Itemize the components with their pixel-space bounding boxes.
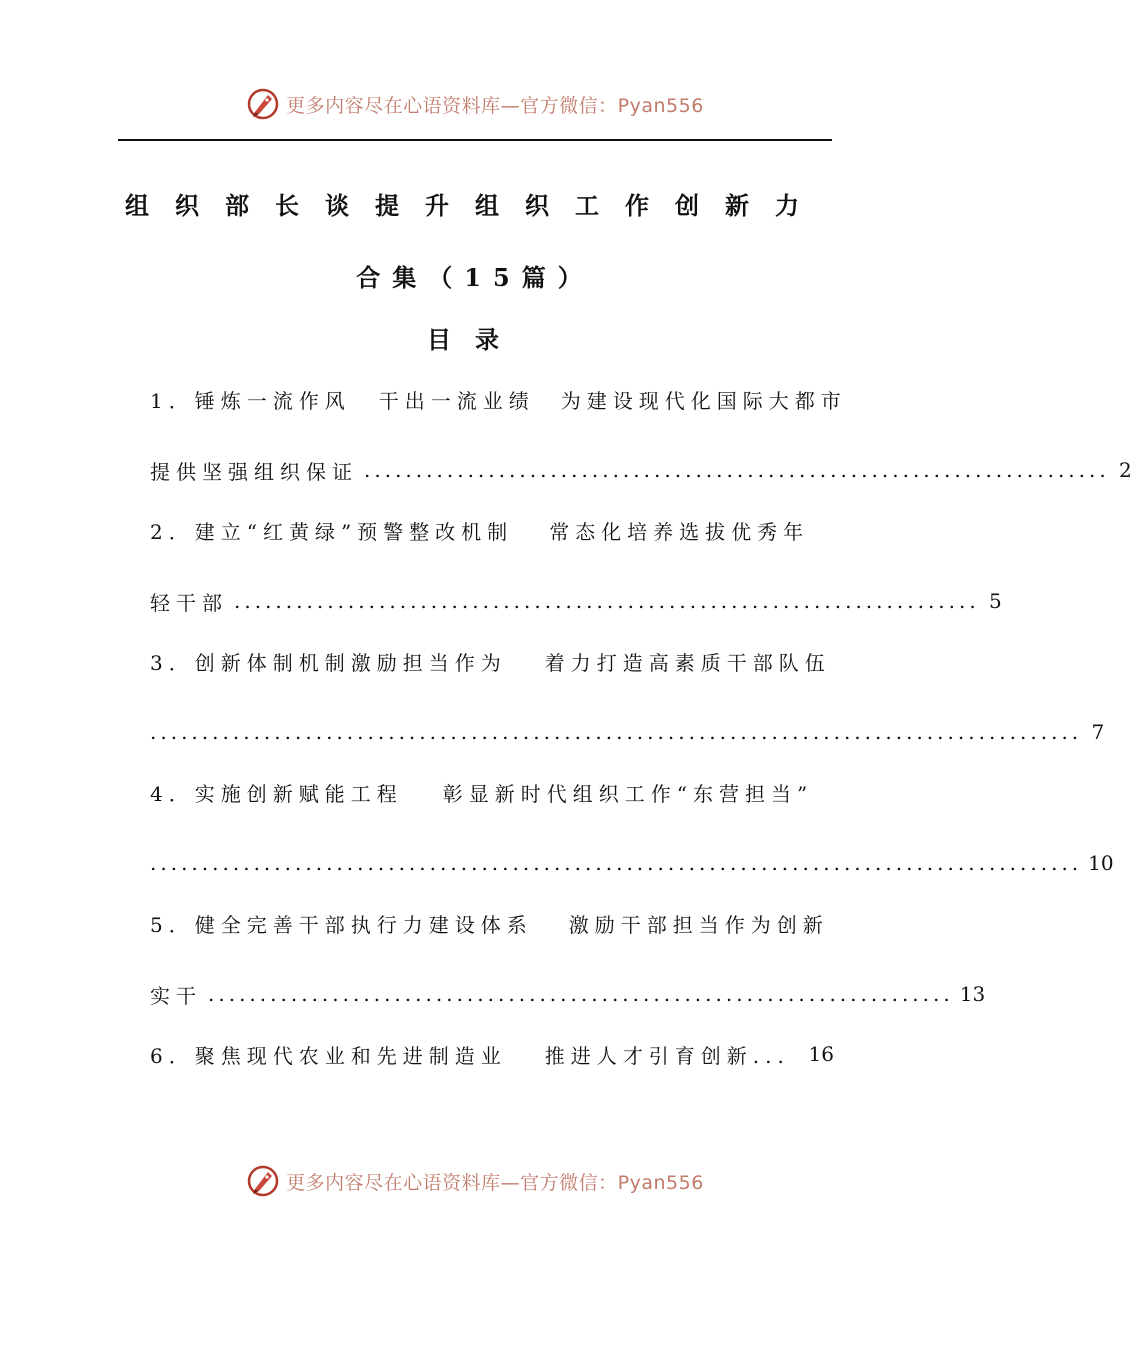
toc-entry-title-cont: 提供坚强组织保证	[150, 459, 358, 484]
pen-nib-logo-icon	[246, 1164, 280, 1198]
toc-entry-6-line1[interactable]	[150, 1039, 834, 1069]
toc-entry-title: 6．聚焦现代农业和先进制造业	[150, 1043, 507, 1068]
toc-entry-5-line2[interactable]	[150, 979, 986, 1009]
toc-page-number: 16	[808, 1042, 834, 1066]
toc-entry-title-cont: 激励干部担当作为创新	[568, 912, 829, 937]
toc-entry-1-line1[interactable]	[150, 384, 847, 414]
toc-heading: 目录	[427, 325, 523, 354]
toc-entry-title-cont: 彰显新时代组织工作“东营担当”	[442, 781, 814, 806]
document-title: 组织部长谈提升组织工作创新力	[125, 191, 825, 220]
toc-entry-title-cont: 推进人才引育创新...	[544, 1043, 790, 1068]
document-subtitle: 合集（15篇）	[356, 263, 594, 292]
toc-entry-title: 3．创新体制机制激励担当作为	[150, 650, 507, 675]
toc-entry-title: 5．健全完善干部执行力建设体系	[150, 912, 533, 937]
toc-entry-5-line1[interactable]	[150, 908, 834, 938]
toc-entry-title-cont: 轻干部	[150, 590, 228, 615]
header-divider	[118, 139, 832, 141]
dot-leader: ..........................................................................................	[150, 720, 1083, 744]
toc-entry-title-cont: 常态化培养选拔优秀年	[549, 519, 810, 544]
toc-page-number: 2	[1119, 458, 1132, 482]
footer-banner	[0, 1161, 950, 1201]
toc-entry-3-line1[interactable]	[150, 646, 834, 676]
dot-leader: ........................................................................	[208, 982, 954, 1006]
toc-page-number: 7	[1091, 720, 1105, 744]
toc-page-number: 13	[959, 982, 986, 1006]
dot-leader: ........................................................................	[234, 589, 980, 613]
toc-page-number: 5	[989, 589, 1002, 613]
toc-entry-title: 4．实施创新赋能工程	[150, 781, 403, 806]
toc-entry-2-line2[interactable]	[150, 586, 1002, 616]
toc-entry-4-line1[interactable]	[150, 777, 834, 807]
toc-entry-title-cont: 干出一流业绩 为建设现代化国际大都市	[378, 388, 847, 413]
banner-text: 更多内容尽在心语资料库—官方微信：Pyan556	[286, 1171, 704, 1194]
toc-entry-3-line2[interactable]	[150, 717, 1105, 747]
toc-entry-1-line2[interactable]	[150, 455, 1132, 485]
dot-leader: ..........................................................................................	[150, 851, 1083, 875]
toc-entry-title: 1．锤炼一流作风	[150, 388, 351, 413]
dot-leader: ........................................................................	[364, 458, 1110, 482]
pen-nib-logo-icon	[246, 87, 280, 121]
header-banner	[0, 84, 950, 124]
toc-entry-2-line1[interactable]	[150, 515, 834, 545]
toc-entry-title: 2．建立“红黄绿”预警整改机制	[150, 519, 514, 544]
toc-entry-title-cont: 实干	[150, 983, 202, 1008]
toc-entry-title-cont: 着力打造高素质干部队伍	[544, 650, 831, 675]
toc-entry-4-line2[interactable]	[150, 848, 1114, 878]
toc-page-number: 10	[1088, 851, 1114, 875]
banner-text: 更多内容尽在心语资料库—官方微信：Pyan556	[286, 94, 704, 117]
